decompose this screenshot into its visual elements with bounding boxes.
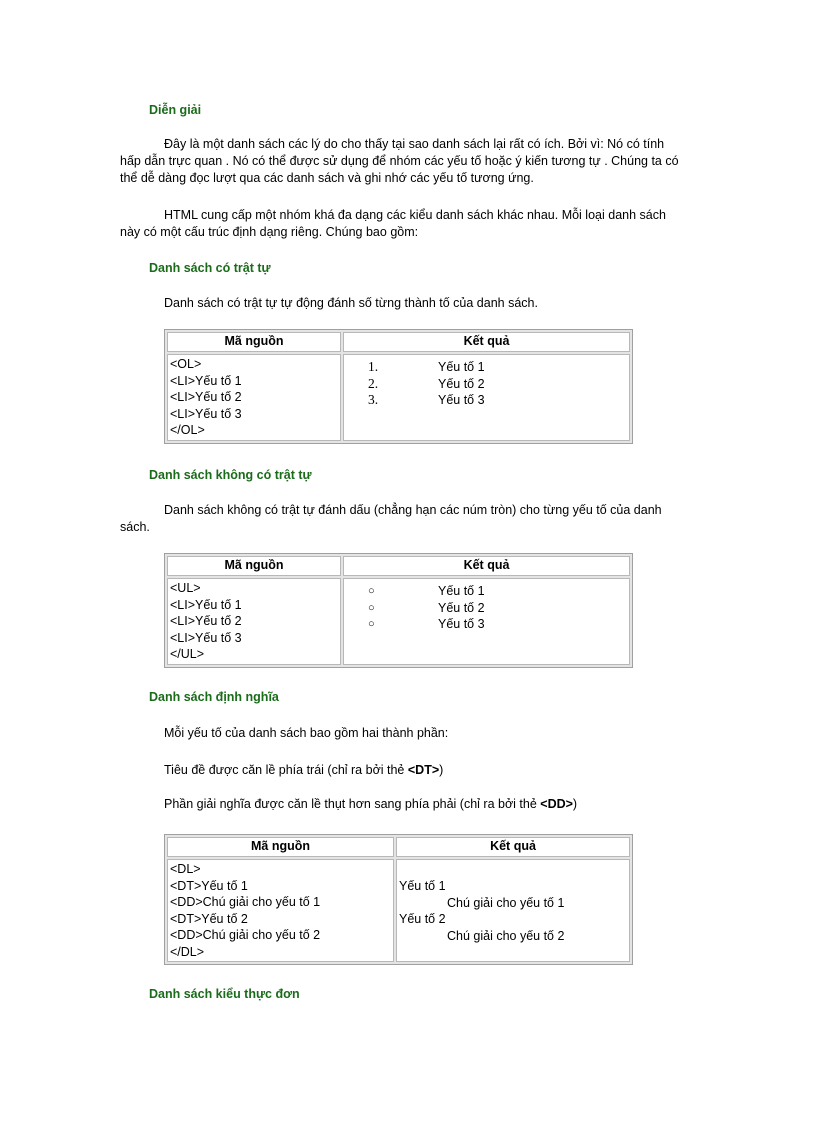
- bullet-circle-icon: ○: [368, 585, 375, 597]
- bullet-circle-icon: ○: [368, 618, 375, 630]
- col-header-code: Mã nguồn: [167, 332, 341, 352]
- definition-description: Chú giải cho yếu tố 2: [447, 928, 565, 943]
- item-text: Yếu tố 2: [438, 600, 485, 615]
- ordered-description: Danh sách có trật tự tự động đánh số từng thành tố của danh sách.: [164, 296, 538, 310]
- number-marker: 1.: [368, 359, 379, 374]
- result-cell: [396, 859, 630, 962]
- intro-paragraph-2: HTML cung cấp một nhóm khá đa dạng các kiểu danh sách khác nhau. Mỗi loại danh sách này có một cấu trúc định dạng riêng. Chúng bao gồm:: [120, 208, 666, 239]
- code-line: </DL>: [170, 944, 205, 959]
- definition-line-3: Phần giải nghĩa được căn lề thụt hơn sang phía phải (chỉ ra bởi thẻ <DD>): [164, 797, 578, 811]
- list-item: [368, 600, 627, 617]
- item-text: Yếu tố 1: [438, 584, 485, 598]
- heading-ordered-list: Danh sách có trật tự: [149, 261, 271, 275]
- definition-term: Yếu tố 1: [399, 879, 446, 893]
- dd-tag: <DD>: [540, 797, 573, 811]
- unordered-list-table: [164, 553, 633, 668]
- ordered-list-table: [164, 329, 633, 444]
- col-header-code: Mã nguồn: [167, 556, 341, 576]
- code-line: </UL>: [170, 647, 205, 661]
- heading-unordered-list: Danh sách không có trật tự: [149, 468, 312, 482]
- number-marker: 3.: [368, 392, 379, 407]
- code-line: <LI>Yếu tố 1: [170, 373, 242, 388]
- number-marker: 2.: [368, 375, 379, 391]
- definition-description: Chú giải cho yếu tố 1: [447, 895, 565, 910]
- definition-line-1: Mỗi yếu tố của danh sách bao gồm hai thành phần:: [164, 726, 449, 740]
- definition-line-2: Tiêu đề được căn lề phía trái (chỉ ra bởi thẻ <DT>): [164, 763, 444, 777]
- item-text: Yếu tố 2: [438, 376, 485, 391]
- list-item: [368, 616, 627, 633]
- intro-paragraph-1: Đây là một danh sách các lý do cho thấy tại sao danh sách lại rất có ích. Bởi vì: Nó có tính hấp dẫn trực quan . Nó có thể được sử dụng để nhóm các yếu tố hoặc ý kiến tương tự . Chúng ta có thể dễ dàng đọc lượt qua các danh sách và ghi nhớ các yếu tố tương ứng.: [120, 137, 679, 185]
- definition-term: Yếu tố 2: [399, 912, 446, 926]
- col-header-result: Kết quả: [396, 837, 630, 857]
- code-line: <DL>: [170, 862, 201, 876]
- result-cell: [343, 354, 630, 441]
- code-cell: [167, 859, 394, 962]
- bullet-circle-icon: ○: [368, 601, 375, 614]
- unordered-description: Danh sách không có trật tự đánh dấu (chẳng hạn các núm tròn) cho từng yếu tố của danh sách.: [120, 503, 662, 534]
- code-cell: [167, 354, 341, 441]
- dt-tag: <DT>: [407, 763, 440, 777]
- code-line: <LI>Yếu tố 2: [170, 390, 242, 404]
- col-header-result: Kết quả: [343, 332, 630, 352]
- code-line: <LI>Yếu tố 3: [170, 406, 242, 421]
- code-line: <DT>Yếu tố 1: [170, 878, 248, 893]
- list-item: [368, 359, 627, 376]
- code-line: <DD>Chú giải cho yếu tố 2: [170, 928, 321, 942]
- list-item: [368, 376, 627, 393]
- code-line: </OL>: [170, 423, 205, 437]
- code-cell: [167, 578, 341, 665]
- heading-definition-list: Danh sách định nghĩa: [149, 690, 279, 704]
- code-line: <UL>: [170, 581, 201, 595]
- code-line: <LI>Yếu tố 1: [170, 597, 242, 612]
- code-line: <LI>Yếu tố 2: [170, 614, 242, 628]
- item-text: Yếu tố 3: [438, 617, 485, 631]
- definition-list-table: [164, 834, 633, 965]
- result-cell: [343, 578, 630, 665]
- col-header-result: Kết quả: [343, 556, 630, 576]
- list-item: [368, 583, 627, 600]
- code-line: <OL>: [170, 357, 202, 371]
- item-text: Yếu tố 3: [438, 393, 485, 407]
- code-line: <LI>Yếu tố 3: [170, 630, 242, 645]
- col-header-code: Mã nguồn: [167, 837, 394, 857]
- heading-menu-list: Danh sách kiểu thực đơn: [149, 987, 300, 1001]
- code-line: <DT>Yếu tố 2: [170, 911, 248, 926]
- item-text: Yếu tố 1: [438, 360, 485, 374]
- code-line: <DD>Chú giải cho yếu tố 1: [170, 895, 321, 909]
- heading-dien-giai: Diễn giải: [149, 103, 202, 117]
- list-item: [368, 392, 627, 409]
